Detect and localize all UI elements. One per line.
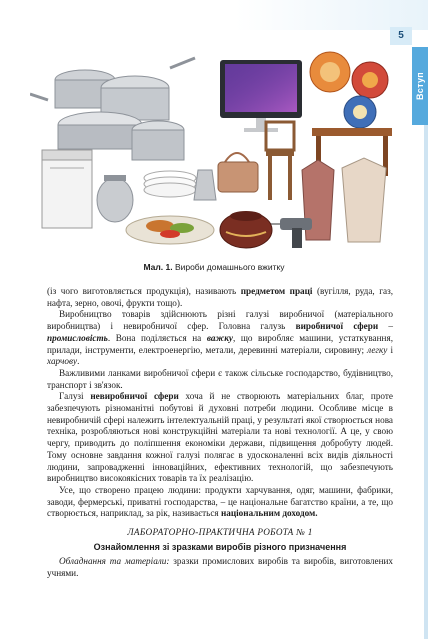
handbag-image bbox=[218, 153, 258, 192]
term-national-income: національним доходом. bbox=[220, 508, 318, 519]
paragraph-3: Важливими ланками виробничої сфери є також сільське господарство, будівництво, транспорт і зв'язок. bbox=[47, 367, 393, 390]
coats-image bbox=[302, 158, 386, 242]
term-subject-of-labor: предметом праці bbox=[240, 286, 313, 296]
section-tab-label: Вступ bbox=[415, 71, 425, 101]
chair-image bbox=[266, 122, 294, 200]
paragraph-2: Виробництво товарів здійснюють різні галузі виробничої (матеріального виробництва) і невиробничої сфер. Головна галузь виробничої сфери – промисловість. Вона поділяється на важку, що виробляє машини, устаткування, прилади, інструменти, електроенергію, метали, деревинні матеріали, сировину; легку і харчову. bbox=[47, 309, 393, 367]
figure-caption bbox=[0, 262, 428, 272]
household-goods-illustration bbox=[30, 50, 402, 255]
lab-equipment-label: Обладнання та матеріали: bbox=[59, 556, 170, 567]
header-band bbox=[0, 0, 428, 30]
term-non-production-sphere: невиробничої сфери bbox=[90, 391, 179, 402]
food-platter-image bbox=[126, 216, 214, 244]
page-body bbox=[47, 286, 393, 580]
term-light: легку bbox=[367, 344, 388, 355]
side-stripe bbox=[424, 125, 428, 639]
term-food: харчову bbox=[47, 356, 78, 367]
grater-image bbox=[194, 170, 216, 200]
term-heavy: важку bbox=[206, 332, 233, 343]
cookware-pile-image bbox=[30, 58, 195, 160]
term-industry: промисловість bbox=[47, 332, 108, 343]
paragraph-4: Галузі невиробничої сфери хоча й не створюють матеріальних благ, проте забезпечують різноманітні побутові й духовні потреби людини. Особливе місце в невиробничій сфері належить інтелектуальній праці, у результаті якої створюється нова техніка, розробляються нові конструкційні матеріали та нові технології. А це, у свою чергу, приводить до поліпшення економіки держави, підвищення добробуту людей. Тому основне завдання кожної галузі полягає в удосконаленні всіх видів діяльності людини, запровадженні інноваційних, ефективних технологій, що забезпечують виробництво високоякісних товарів та їх реалізацію. bbox=[47, 391, 393, 484]
caption-label: Мал. 1. bbox=[143, 262, 173, 272]
section-tab bbox=[412, 47, 428, 125]
clay-pot-image bbox=[220, 211, 272, 248]
kettle-image bbox=[97, 175, 133, 222]
illustration-graphic bbox=[30, 50, 402, 255]
lab-equipment: Обладнання та матеріали: зразки промислових виробів та виробів, виготовлених учнями. bbox=[47, 556, 393, 579]
paragraph-5: Усе, що створено працею людини: продукти харчування, одяг, машини, фабрики, заводи, фермерські, приватні господарства, – це національне багатство країни, а те, що створюється, наприклад, за рік, називається національним доходом. bbox=[47, 484, 393, 519]
term-production-sphere: виробничої сфери bbox=[295, 321, 379, 332]
dishwasher-image bbox=[42, 150, 92, 228]
plates-image bbox=[144, 171, 196, 197]
caption-text: Вироби домашнього вжитку bbox=[172, 262, 285, 272]
paragraph-1: (із чого виготовляється продукція), називають предметом праці (вугілля, руда, газ, нафта, зерно, овочі, фрукти тощо). bbox=[47, 286, 393, 308]
page-number: 5 bbox=[390, 27, 412, 45]
lab-work-subtitle: Ознайомлення зі зразками виробів різного призначення bbox=[93, 541, 347, 552]
decorative-plates-image bbox=[310, 52, 388, 128]
lab-work-title: ЛАБОРАТОРНО-ПРАКТИЧНА РОБОТА № 1 bbox=[127, 527, 313, 538]
